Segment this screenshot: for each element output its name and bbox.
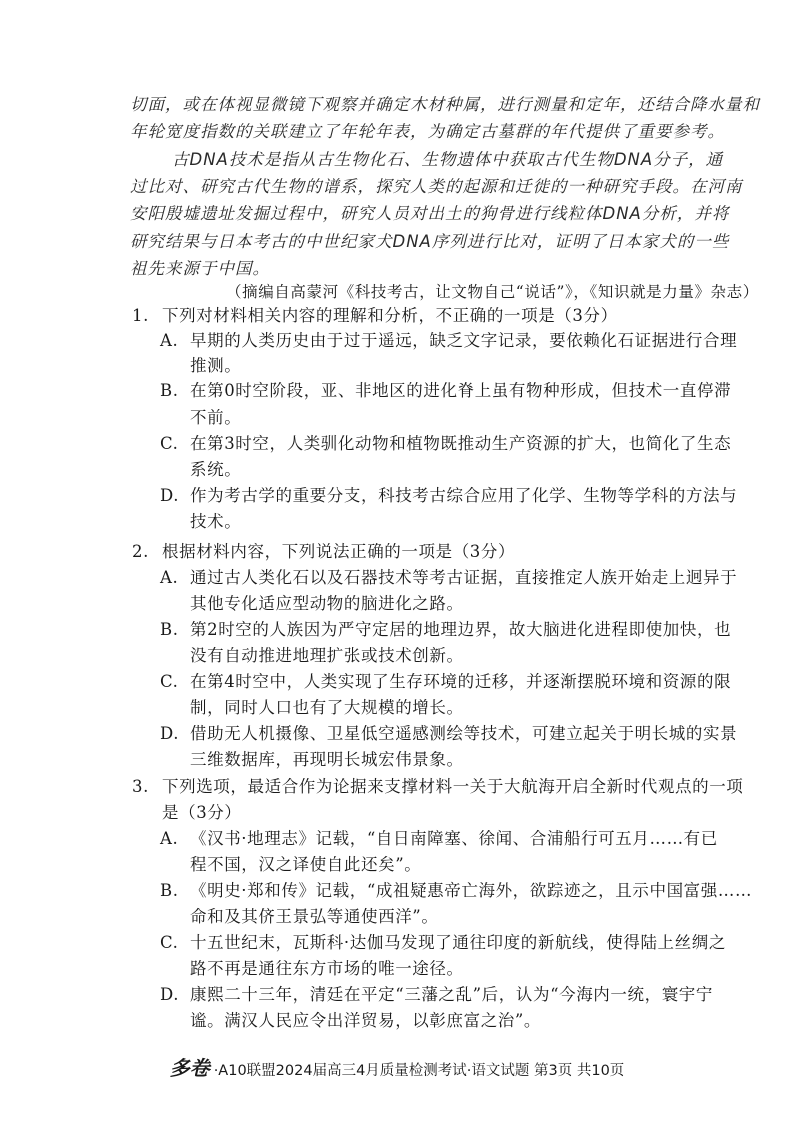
option-continuation: 谧。满汉人民应令出洋贸易，以彰庶富之治”。 <box>190 1011 542 1030</box>
option-label: A. <box>160 331 179 350</box>
option-continuation: 其他专化适应型动物的脑进化之路。 <box>190 594 464 613</box>
option-label: C. <box>160 933 179 952</box>
question-1-option-b: B. 在第0时空阶段，亚、非地区的进化脊上虽有物种形成，但技术一直停滞 <box>160 381 732 400</box>
question-number: 3. <box>132 777 149 796</box>
passage-line: 古DNA技术是指从古生物化石、生物遗体中获取古代生物DNA分子，通 <box>172 150 724 169</box>
passage-line: 切面，或在体视显微镜下观察并确定木材种属，进行测量和定年，还结合降水量和 <box>130 95 760 114</box>
page-footer <box>0 1052 794 1081</box>
option-continuation: 不前。 <box>190 408 242 427</box>
question-1-option-c: C. 在第3时空，人类驯化动物和植物既推动生产资源的扩大，也简化了生态 <box>160 434 732 453</box>
option-continuation: 推测。 <box>190 356 242 375</box>
option-label: C. <box>160 434 179 453</box>
option-continuation: 路不再是通往东方市场的唯一途径。 <box>190 959 464 978</box>
option-continuation: 制，同时人口也有了大规模的增长。 <box>190 698 464 717</box>
option-label: B. <box>160 381 179 400</box>
option-label: A. <box>160 829 179 848</box>
question-2-stem: 2. 根据材料内容，下列说法正确的一项是（3分） <box>132 542 516 561</box>
footer-text: ·A10联盟2024届高三4月质量检测考试·语文试题 第3页 共10页 <box>213 1063 625 1079</box>
option-continuation: 程不国，汉之译使自此还矣”。 <box>190 855 422 874</box>
question-3-option-d: D. 康熙二十三年，清廷在平定“三藩之乱”后，认为“今海内一统，寰宇宁 <box>160 985 714 1004</box>
option-label: C. <box>160 672 179 691</box>
question-3-option-b: B. 《明史·郑和传》记载，“成祖疑惠帝亡海外，欲踪迹之，且示中国富强…… <box>160 881 753 900</box>
passage-line: 年轮宽度指数的关联建立了年轮年表，为确定古墓群的年代提供了重要参考。 <box>130 122 725 141</box>
option-label: D. <box>160 486 180 505</box>
question-2-option-c: C. 在第4时空中，人类实现了生存环境的迁移，并逐渐摆脱环境和资源的限 <box>160 672 732 691</box>
option-continuation: 技术。 <box>190 512 242 531</box>
passage-source: （摘编自高蒙河《科技考古，让文物自己“说话”》，《知识就是力量》杂志） <box>226 283 759 301</box>
option-label: B. <box>160 881 179 900</box>
question-1-option-a: A. 早期的人类历史由于过于遥远，缺乏文字记录，要依赖化石证据进行合理 <box>160 331 738 350</box>
question-1-stem: 1. 下列对材料相关内容的理解和分析，不正确的一项是（3分） <box>132 306 618 325</box>
passage-line: 祖先来源于中国。 <box>130 259 270 278</box>
question-2-option-a: A. 通过古人类化石以及石器技术等考古证据，直接推定人族开始走上迥异于 <box>160 568 738 587</box>
option-continuation: 命和及其侪王景弘等通使西洋”。 <box>190 907 439 926</box>
brand-logo: 多卷 <box>169 1056 210 1080</box>
question-number: 2. <box>132 542 149 561</box>
option-continuation: 没有自动推进地理扩张或技术创新。 <box>190 646 464 665</box>
question-number: 1. <box>132 306 149 325</box>
option-label: D. <box>160 724 180 743</box>
passage-line: 安阳殷墟遗址发掘过程中，研究人员对出土的狗骨进行线粒体DNA分析，并将 <box>130 204 730 223</box>
question-3-stem: 3. 下列选项，最适合作为论据来支撑材料一关于大航海开启全新时代观点的一项 <box>132 777 744 796</box>
option-label: B. <box>160 620 179 639</box>
question-3-option-c: C. 十五世纪末，瓦斯科·达伽马发现了通往印度的新航线，使得陆上丝绸之 <box>160 933 726 952</box>
passage-line: 研究结果与日本考古的中世纪家犬DNA序列进行比对，证明了日本家犬的一些 <box>130 232 730 251</box>
passage-line: 过比对、研究古代生物的谱系，探究人类的起源和迁徙的一种研究手段。在河南 <box>130 177 743 196</box>
question-stem-continuation: 是（3分） <box>162 803 242 822</box>
question-3-option-a: A. 《汉书·地理志》记载，“自日南障塞、徐闻、合浦船行可五月……有已 <box>160 829 718 848</box>
option-label: A. <box>160 568 179 587</box>
option-label: D. <box>160 985 180 1004</box>
question-2-option-d: D. 借助无人机摄像、卫星低空遥感测绘等技术，可建立起关于明长城的实景 <box>160 724 738 743</box>
option-continuation: 三维数据库，再现明长城宏伟景象。 <box>190 750 464 769</box>
question-2-option-b: B. 第2时空的人族因为严守定居的地理边界，故大脑进化进程即使加快，也 <box>160 620 732 639</box>
question-1-option-d: D. 作为考古学的重要分支，科技考古综合应用了化学、生物等学科的方法与 <box>160 486 738 505</box>
option-continuation: 系统。 <box>190 460 242 479</box>
